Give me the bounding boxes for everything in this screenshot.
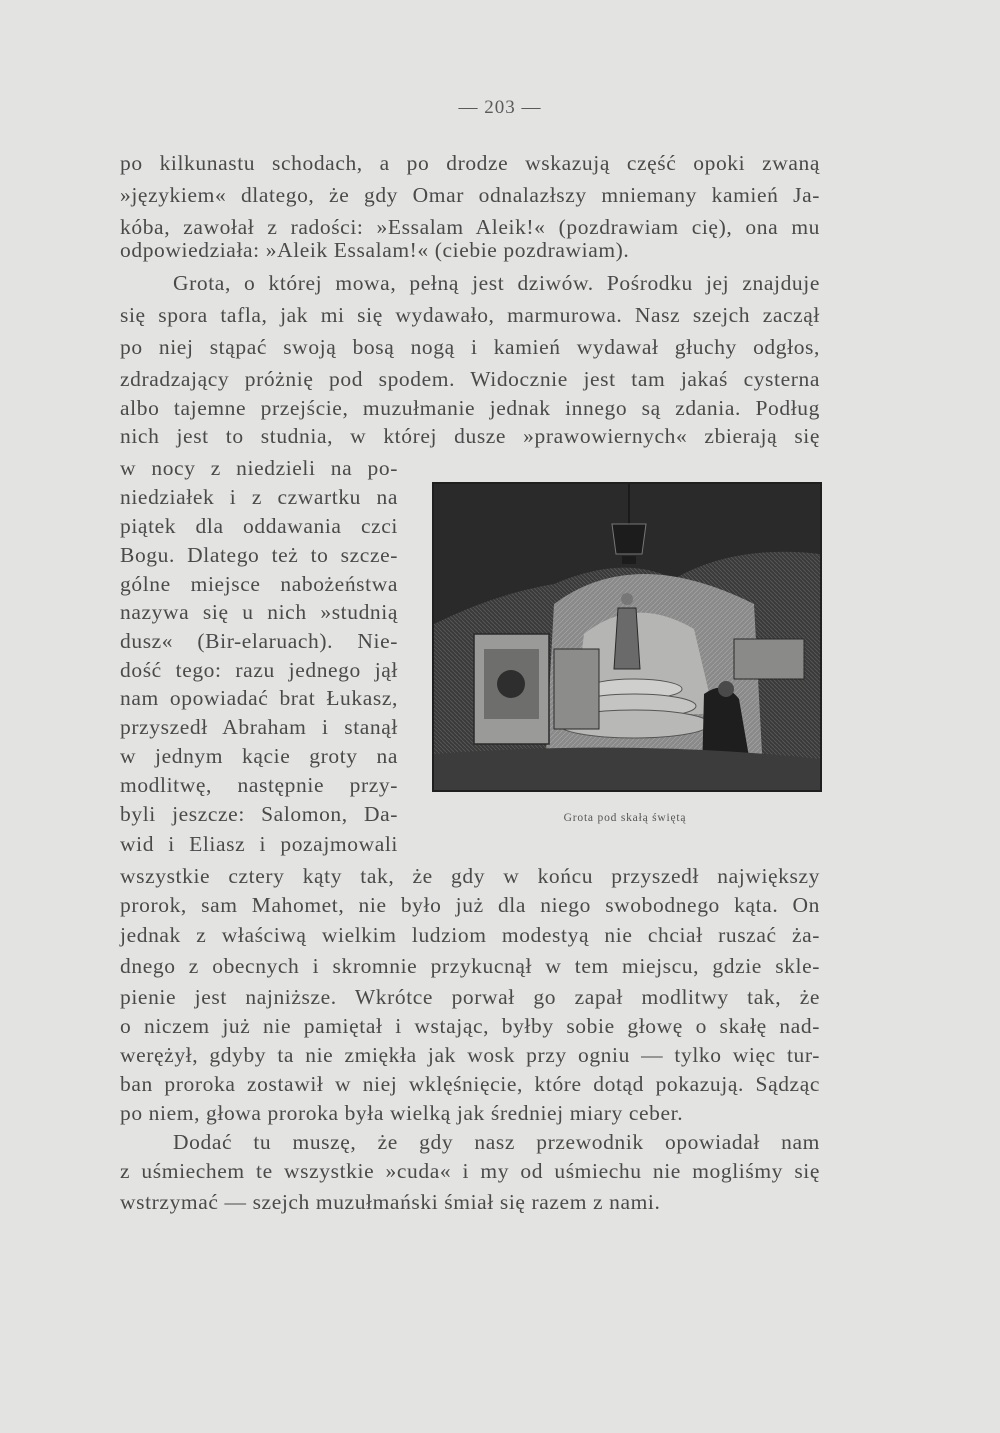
text-line: odpowiedziała: »Aleik Essalam!« (ciebie pozdrawiam). [120,238,630,262]
figure-caption: Grota pod skałą świętą [563,812,687,824]
text-line: jednak z właściwą wielkim ludziom modestyą nie chciał ruszać ża- [120,923,820,947]
text-line: po niem, głowa proroka była wielką jak średniej miary ceber. [120,1101,684,1125]
text-line: po kilkunastu schodach, a po drodze wskazują część opoki zwaną [120,151,820,175]
text-line: po niej stąpać swoją bosą nogą i kamień wydawał głuchy odgłos, [120,335,820,359]
text-line: modlitwę, następnie przy- [120,773,398,797]
text-line: pienie jest najniższe. Wkrótce porwał go zapał modlitwy tak, że [120,985,820,1009]
grotto-engraving [432,482,822,792]
text-line: dość tego: razu jednego jął [120,658,398,682]
text-line: nam opowiadać brat Łukasz, [120,686,398,710]
text-line: Bogu. Dlatego też to szcze- [120,543,398,567]
text-line: wid i Eliasz i pozajmowali [120,832,398,856]
text-line: się spora tafla, jak mi się wydawało, marmurowa. Nasz szejch zaczął [120,303,820,327]
text-line: w nocy z niedzieli na po- [120,456,398,480]
text-line: niedziałek i z czwartku na [120,485,398,509]
text-line: o niczem już nie pamiętał i wstając, byłby sobie głowę o skałę nad- [120,1014,820,1038]
paragraph-start-line: Grota, o której mowa, pełną jest dziwów. Pośrodku jej znajduje [173,271,820,295]
text-line: zdradzający próżnię pod spodem. Widocznie jest tam jakaś cysterna [120,367,820,391]
text-line: kóba, zawołał z radości: »Essalam Aleik!« (pozdrawiam cię), ona mu [120,215,820,239]
text-line: byli jeszcze: Salomon, Da- [120,802,398,826]
text-line: piątek dla oddawania czci [120,514,398,538]
text-line: z uśmiechem te wszystkie »cuda« i my od uśmiechu nie mogliśmy się [120,1159,820,1183]
text-line: wstrzymać — szejch muzułmański śmiał się razem z nami. [120,1190,661,1214]
text-line: werężył, gdyby ta nie zmiękła jak wosk przy ogniu — tylko więc tur- [120,1043,820,1067]
text-line: nich jest to studnia, w której dusze »prawowiernych« zbierają się [120,424,820,448]
text-line: dusz« (Bir-elaruach). Nie- [120,629,398,653]
text-line: ban proroka zostawił w niej wklęśnięcie, które dotąd pokazują. Sądząc [120,1072,820,1096]
text-line: »językiem« dlatego, że gdy Omar odnalazłszy mniemany kamień Ja- [120,183,820,207]
page-number: — 203 — [458,97,542,118]
text-line: prorok, sam Mahomet, nie było już dla niego swobodnego kąta. On [120,893,820,917]
text-line: przyszedł Abraham i stanął [120,715,398,739]
text-line: albo tajemne przejście, muzułmanie jednak innego są zdania. Podług [120,396,820,420]
paragraph-start-line: Dodać tu muszę, że gdy nasz przewodnik opowiadał nam [173,1130,820,1154]
text-line: wszystkie cztery kąty tak, że gdy w końcu przyszedł największy [120,864,820,888]
text-line: nazywa się u nich »studnią [120,600,398,624]
text-line: gólne miejsce nabożeństwa [120,572,398,596]
text-line: w jednym kącie groty na [120,744,398,768]
text-line: dnego z obecnych i skromnie przykucnął w tem miejscu, gdzie skle- [120,954,820,978]
